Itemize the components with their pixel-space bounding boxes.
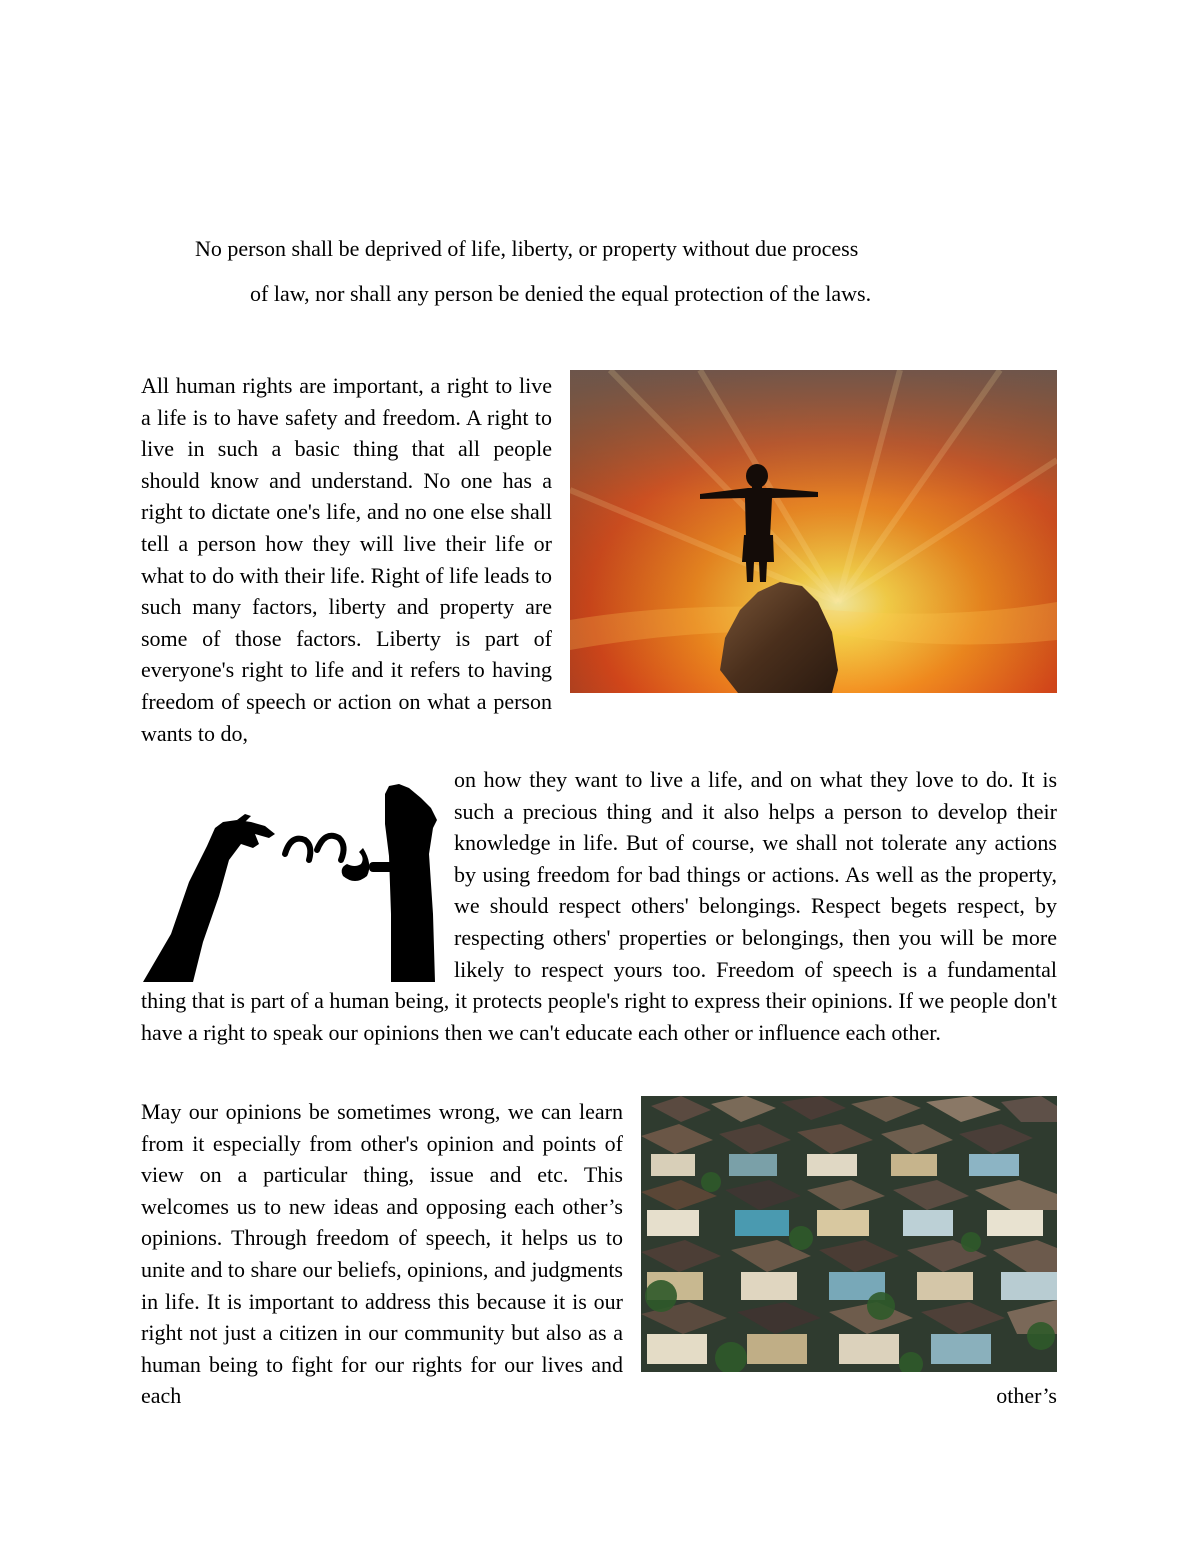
sunset-silhouette-image <box>570 370 1057 693</box>
paragraph-block-liberty <box>141 764 1057 1048</box>
breaking-handcuffs-image <box>141 764 438 984</box>
paragraph-liberty: on how they want to live a life, and on what they love to do. It is such a precious thing and it also helps a person to develop their knowledge in life. But of course, we shall not tolerate any actions by using freedom for bad things or actions. As well as the property, we should respect others' belongings. Respect begets respect, by respecting others' properties or belongings, then you will be more likely to respect yours too. Freedom of speech is a fundamental thing that is part of a human being, it protects people's right to express their opinions. If we people don't have a right to speak our opinions then we can't educate each other or influence each other. <box>141 767 1057 1045</box>
paragraph-speech: May our opinions be sometimes wrong, we can learn from it especially from other's opinion and points of view on a particular thing, issue and etc. This welcomes us to new ideas and opposing each other’s opinions. Through freedom of speech, it helps us to unite and to share our beliefs, opinions, and judgments in life. It is important to address this because it is our right not just a citizen in our community but also as a human being to fight for our rights for our lives and each other’s <box>141 1099 1057 1409</box>
paragraph-life: All human rights are important, a right to live a life is to have safety and freedom. A right to live in such a basic thing that all people should know and understand. No one has a right to dictate one's life, and no one else shall tell a person how they will live their life or what to do with their life. Right of life leads to such many factors, liberty and property are some of those factors. Liberty is part of everyone's right to life and it refers to having freedom of speech or action on what a person wants to do, <box>141 373 552 746</box>
paragraph-block-speech <box>141 1096 1057 1412</box>
aerial-houses-image <box>641 1096 1057 1372</box>
paragraph-block-life <box>141 370 1057 749</box>
quote-line-2: of law, nor shall any person be denied the equal protection of the laws. <box>250 281 872 306</box>
quote-line-1: No person shall be deprived of life, liberty, or property without due process <box>195 236 859 261</box>
